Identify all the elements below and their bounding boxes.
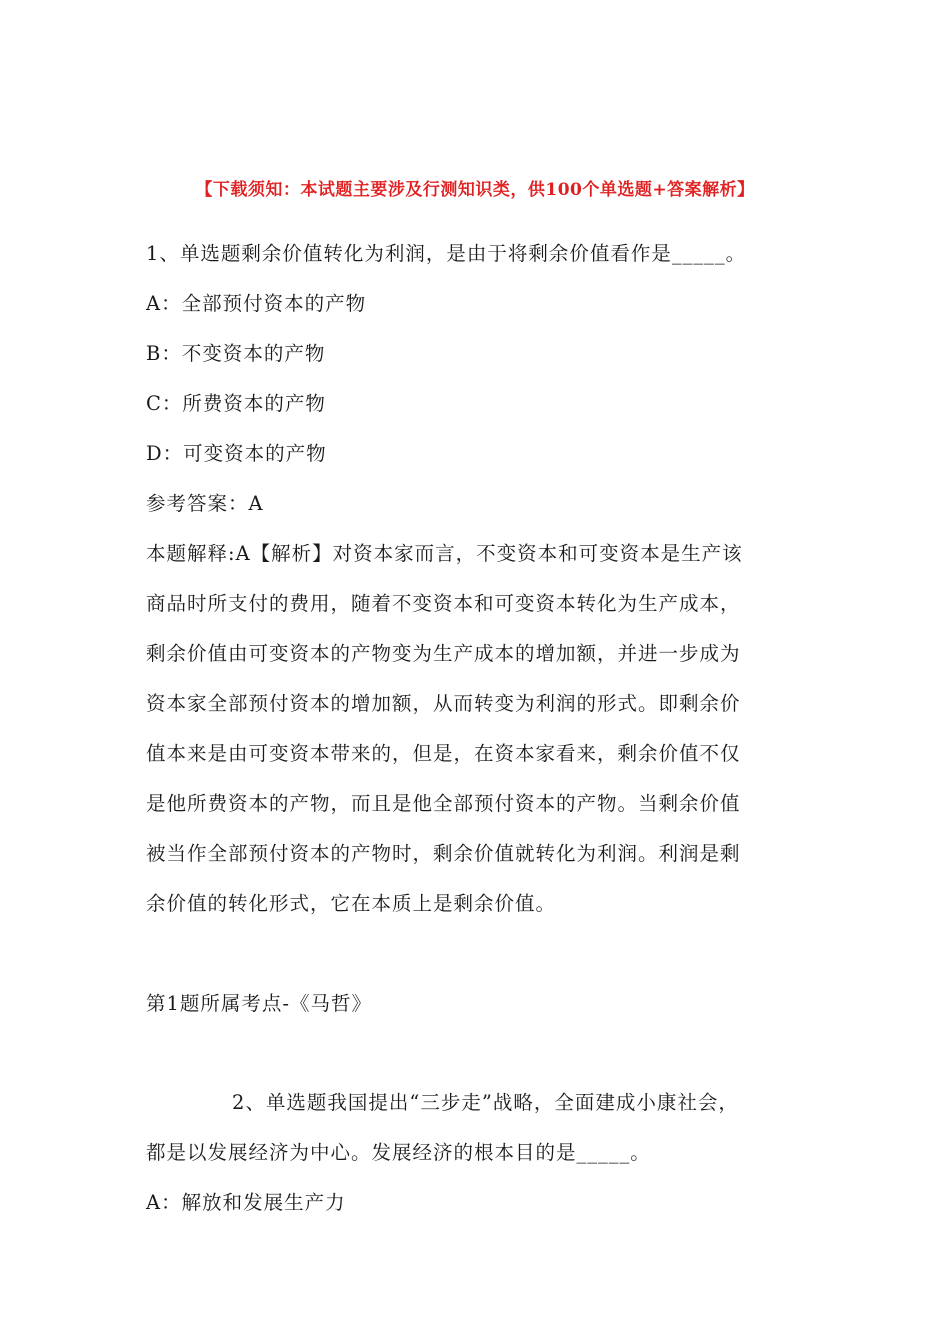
question-1-option-b: B：不变资本的产物 xyxy=(146,342,326,365)
question-2-option-a: A：解放和发展生产力 xyxy=(146,1191,346,1214)
question-1-explanation-line: 商品时所支付的费用，随着不变资本和可变资本转化为生产成本， xyxy=(146,592,741,615)
question-2-stem-line-2: 都是以发展经济为中心。发展经济的根本目的是_____。 xyxy=(146,1141,651,1164)
question-1-explanation-line: 值本来是由可变资本带来的，但是，在资本家看来，剩余价值不仅 xyxy=(146,742,741,765)
question-1-explanation-line: 被当作全部预付资本的产物时，剩余价值就转化为利润。利润是剩 xyxy=(146,842,741,865)
question-1-stem: 1、单选题剩余价值转化为利润，是由于将剩余价值看作是_____。 xyxy=(146,242,747,265)
question-1-explanation-line: 本题解释:A【解析】对资本家而言，不变资本和可变资本是生产该 xyxy=(146,542,743,565)
question-1-explanation-line: 余价值的转化形式，它在本质上是剩余价值。 xyxy=(146,892,557,915)
question-1-option-d: D：可变资本的产物 xyxy=(146,442,327,465)
download-notice: 【下载须知：本试题主要涉及行测知识类，供100个单选题+答案解析】 xyxy=(195,180,755,200)
question-1-option-a: A：全部预付资本的产物 xyxy=(146,292,367,315)
question-1-answer: 参考答案：A xyxy=(146,492,264,515)
question-1-explanation-line: 资本家全部预付资本的增加额，从而转变为利润的形式。即剩余价 xyxy=(146,692,741,715)
question-1-topic: 第1题所属考点-《马哲》 xyxy=(146,992,372,1015)
question-1-explanation-line: 是他所费资本的产物，而且是他全部预付资本的产物。当剩余价值 xyxy=(146,792,741,815)
question-1-explanation-line: 剩余价值由可变资本的产物变为生产成本的增加额，并进一步成为 xyxy=(146,642,741,665)
question-1-option-c: C：所费资本的产物 xyxy=(146,392,326,415)
question-2-stem-line-1: 2、单选题我国提出“三步走”战略，全面建成小康社会， xyxy=(232,1091,739,1114)
